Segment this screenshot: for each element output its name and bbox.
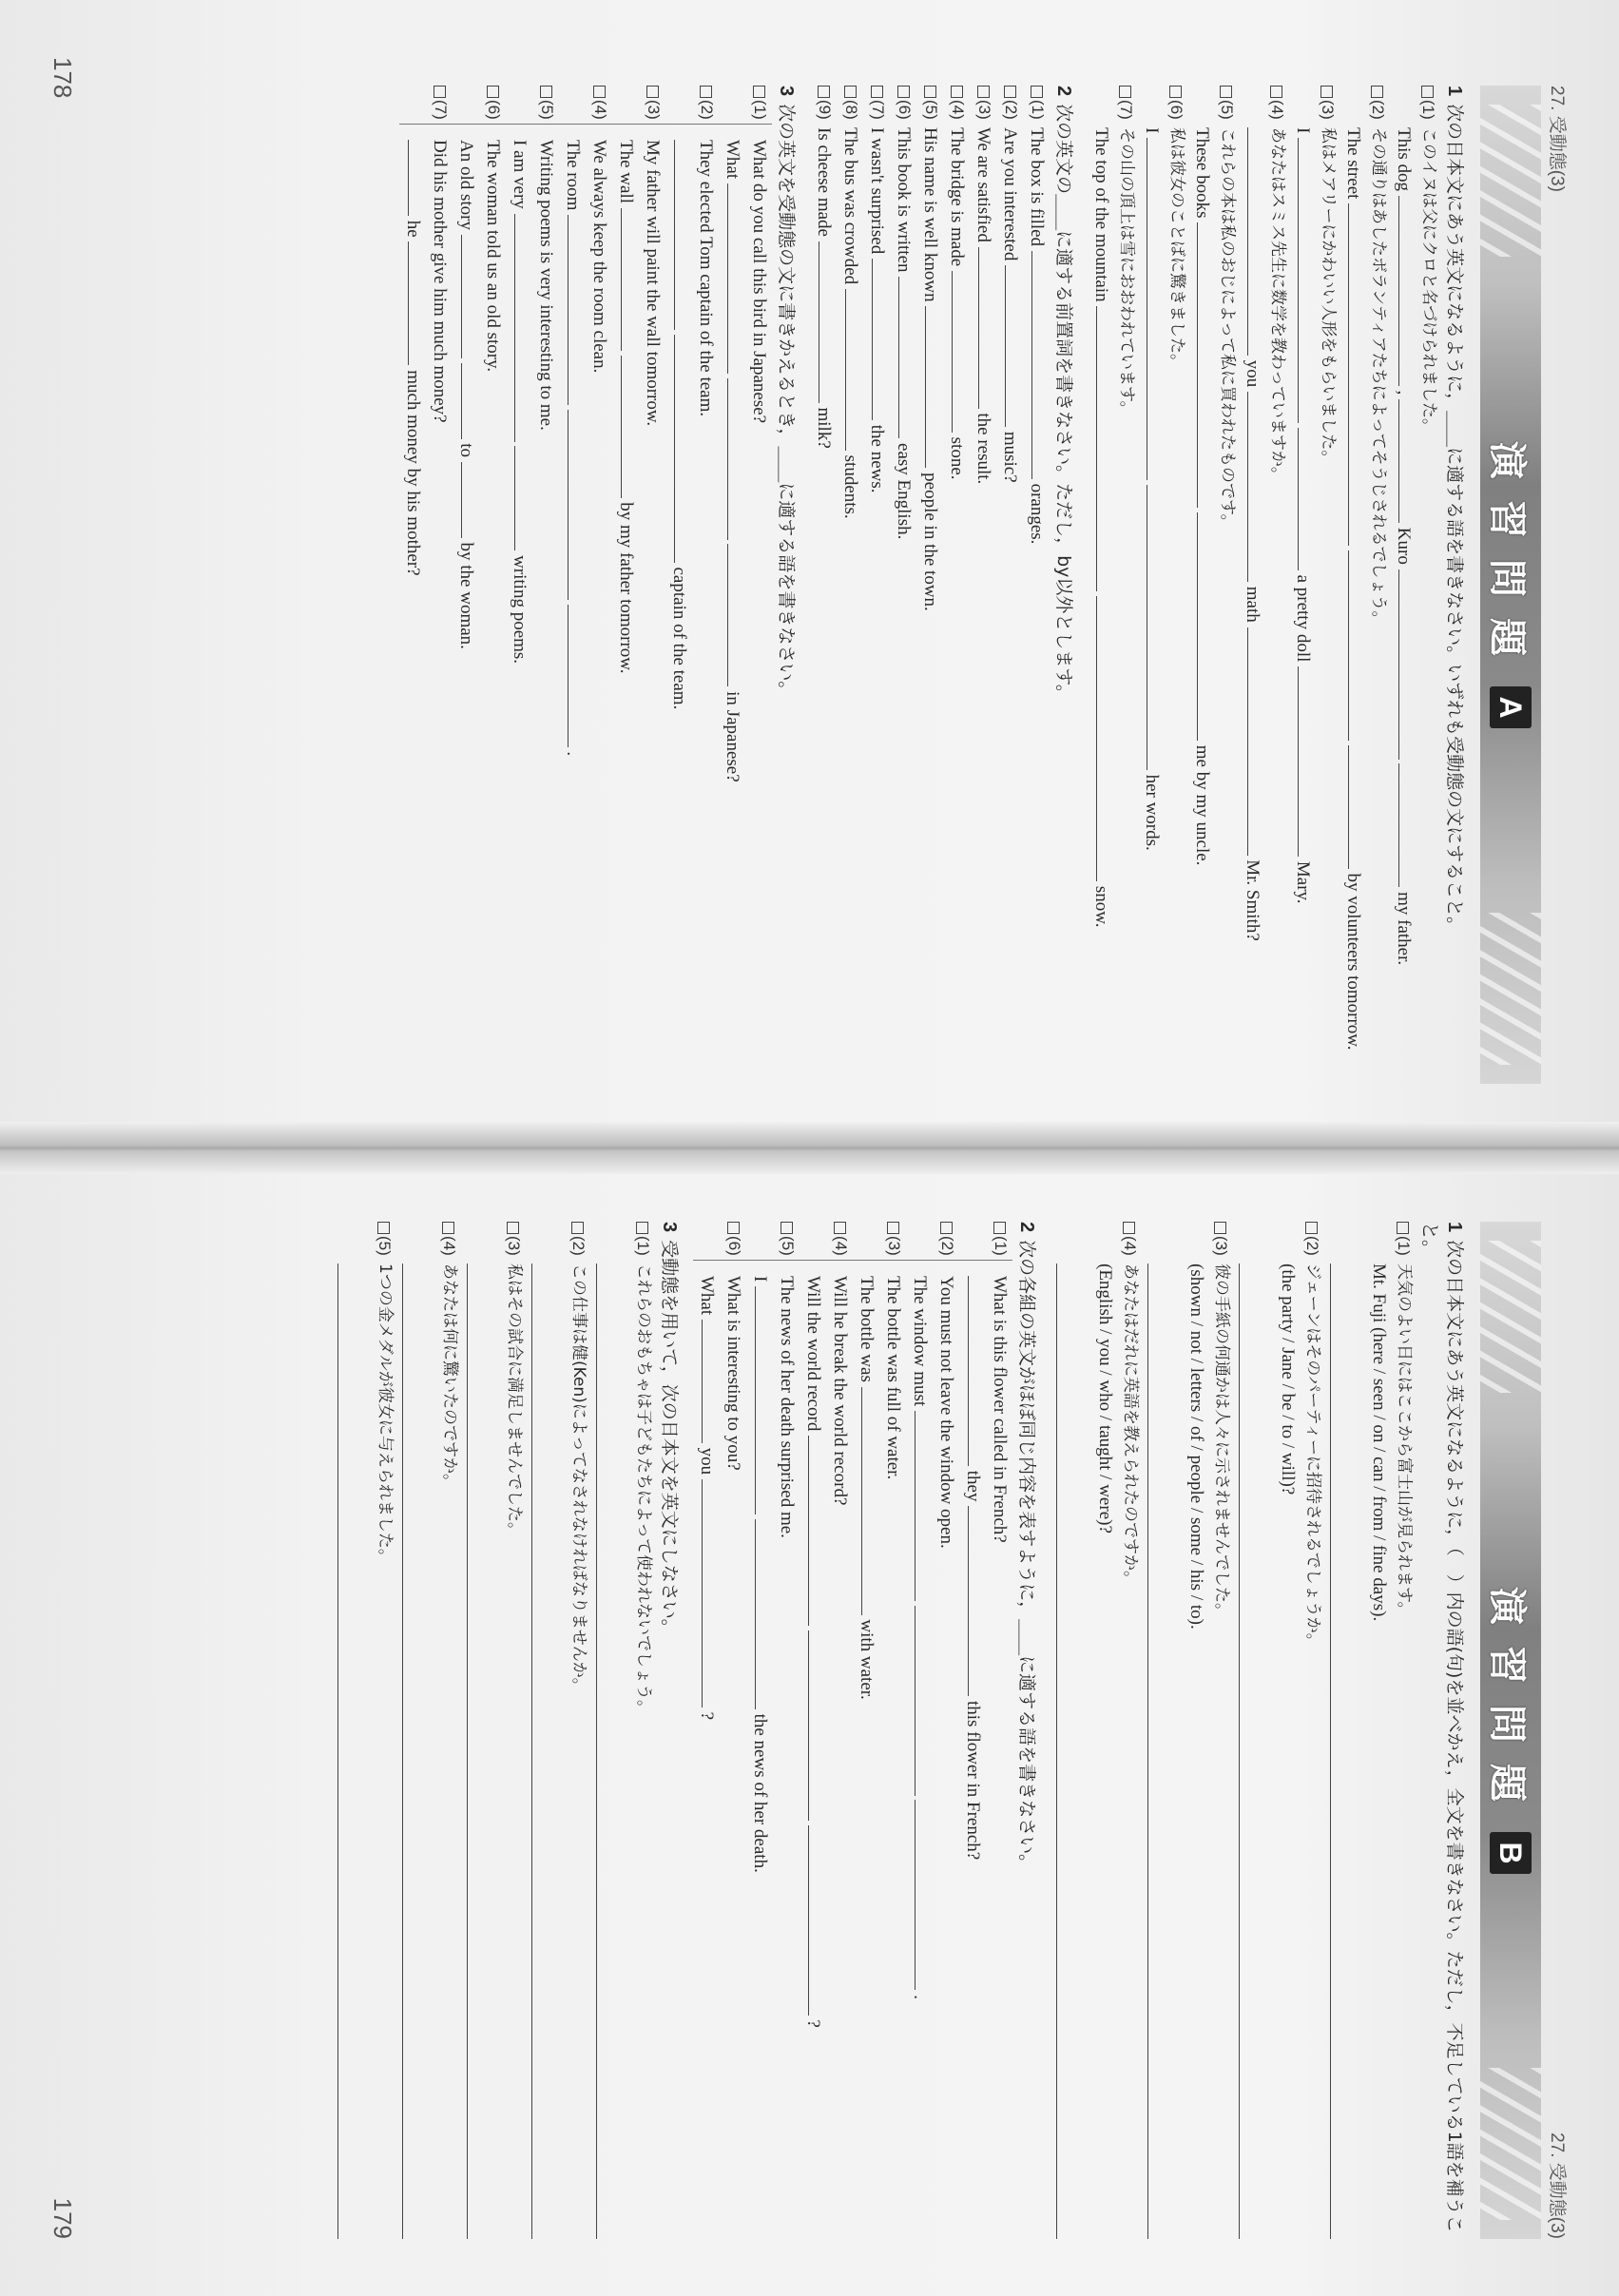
answer-blank[interactable] bbox=[1398, 569, 1417, 760]
sentence-pair: We always keep the room clean. The room . bbox=[559, 124, 612, 1084]
answer-blank[interactable] bbox=[702, 1479, 720, 1708]
answer-blank[interactable] bbox=[808, 1825, 826, 2016]
answer-blank[interactable] bbox=[674, 140, 692, 330]
question-item: (3) 私はその試合に満足しませんでした。 bbox=[502, 1222, 526, 2239]
checkbox-icon bbox=[887, 1222, 899, 1234]
answer-blank[interactable] bbox=[1031, 251, 1050, 479]
checkbox-icon bbox=[593, 86, 606, 98]
answer-sentence: The street by volunteers tomorrow. bbox=[1340, 86, 1366, 1084]
section-instruction: 3受動態を用いて，次の日本文を英文にしなさい。 bbox=[659, 1222, 680, 1637]
checkbox-icon bbox=[1169, 86, 1182, 98]
answer-blank[interactable] bbox=[568, 215, 586, 405]
question-item: (5) bbox=[776, 1222, 800, 2239]
answer-blank[interactable] bbox=[568, 605, 586, 747]
banner-letter: B bbox=[1490, 1832, 1532, 1874]
banner-letter: A bbox=[1490, 686, 1532, 728]
page-number: 178 bbox=[48, 57, 77, 99]
question-item: (7) その山の頂上は雪におおわれています。 bbox=[1114, 86, 1138, 1084]
answer-blank[interactable] bbox=[727, 183, 745, 374]
question-item: (3) bbox=[882, 1222, 906, 2239]
sentence-pair: My father will paint the wall tomorrow. The wall by my father tomorrow. bbox=[612, 124, 665, 1084]
checkbox-icon bbox=[507, 1222, 519, 1234]
answer-blank[interactable] bbox=[808, 1436, 826, 1626]
banner-stripes-decoration bbox=[1480, 913, 1541, 1065]
checkbox-icon bbox=[1220, 86, 1232, 98]
answer-blank[interactable] bbox=[872, 259, 890, 420]
question-item: (2) ジェーンはそのパーティーに招待されるでしょうか。 bbox=[1301, 1222, 1324, 2239]
question-item: (6) bbox=[482, 86, 506, 1084]
checkbox-icon bbox=[1371, 86, 1383, 98]
exercise-banner-a bbox=[1480, 86, 1541, 1084]
question-item: (5) 1つの金メダルが彼女に与えられました。 bbox=[373, 1222, 396, 2239]
section-instruction: 3次の英文を受動態の文に書きかえるとき，＿＿に適する語を書きなさい。 bbox=[776, 86, 797, 700]
question-item: (1) これらのおもちゃは子どもたちによって使われないでしょう。 bbox=[631, 1222, 655, 2239]
answer-blank[interactable] bbox=[819, 241, 837, 403]
answer-blank[interactable] bbox=[861, 1387, 879, 1615]
sentence-pair: Will he break the world record? Will the world record ? bbox=[800, 1260, 853, 2239]
banner-stripes-decoration bbox=[1480, 2068, 1541, 2220]
question-item: (3) We are satisfied the result. bbox=[970, 86, 996, 1084]
checkbox-icon bbox=[924, 86, 936, 98]
answer-blank[interactable] bbox=[1147, 485, 1165, 770]
answer-blank[interactable] bbox=[621, 208, 639, 351]
banner-title: 演習問題 bbox=[1485, 441, 1530, 677]
question-item: (2) この仕事は健(Ken)によってなされなければなりませんか。 bbox=[567, 1222, 590, 2239]
banner-stripes-decoration bbox=[1480, 105, 1541, 257]
answer-blank[interactable] bbox=[408, 241, 426, 365]
sentence-pair: They elected Tom captain of the team. captain of the team. bbox=[665, 124, 719, 1084]
question-item: (4) bbox=[588, 86, 612, 1084]
answer-blank[interactable] bbox=[1398, 763, 1417, 887]
checkbox-icon bbox=[487, 86, 499, 98]
question-item: (5) bbox=[535, 86, 559, 1084]
checkbox-icon bbox=[818, 86, 830, 98]
answer-blank[interactable] bbox=[1398, 399, 1417, 523]
checkbox-icon bbox=[442, 1222, 454, 1234]
section-number: 2 bbox=[1016, 1222, 1037, 1233]
answer-blank[interactable] bbox=[1197, 222, 1215, 508]
sentence-pair: What is this flower called in French? they this flower in French? bbox=[959, 1260, 1012, 2239]
checkbox-icon bbox=[377, 1222, 390, 1234]
exercise-banner-b bbox=[1480, 1222, 1541, 2239]
question-item: (7) I wasn't surprised the news. bbox=[863, 86, 890, 1084]
answer-blank[interactable] bbox=[898, 277, 916, 438]
question-item: (9) Is cheese made milk? bbox=[810, 86, 837, 1084]
sentence-pair: What do you call this bird in Japanese? What in Japanese? bbox=[719, 124, 772, 1084]
checkbox-icon bbox=[897, 86, 910, 98]
section-number: 3 bbox=[776, 86, 797, 97]
answer-blank[interactable] bbox=[1348, 203, 1366, 546]
question-item: (1) bbox=[748, 86, 772, 1084]
answer-blank[interactable] bbox=[1247, 392, 1265, 582]
answer-line[interactable] bbox=[1056, 1264, 1086, 2239]
answer-sentence: you math Mr. Smith? bbox=[1239, 86, 1265, 1084]
answer-blank[interactable] bbox=[1005, 265, 1023, 427]
banner-stripes-decoration bbox=[1480, 1241, 1541, 1393]
checkbox-icon bbox=[871, 86, 883, 98]
running-head: 27. 受動態(3) bbox=[1547, 86, 1567, 192]
answer-sentence: This dog , Kuro my father. bbox=[1390, 86, 1417, 1084]
question-item: (4) あなたはスミス先生に数学を教わっていますか。 bbox=[1265, 86, 1289, 1084]
answer-line[interactable] bbox=[1239, 1264, 1268, 2239]
answer-blank[interactable] bbox=[915, 1411, 933, 1601]
checkbox-icon bbox=[1123, 1222, 1135, 1234]
answer-blank[interactable] bbox=[755, 1519, 773, 1709]
answer-blank[interactable] bbox=[461, 462, 479, 538]
question-item: (4) bbox=[829, 1222, 853, 2239]
answer-sentence: I her words. bbox=[1138, 86, 1165, 1084]
section-number: 3 bbox=[659, 1222, 680, 1233]
checkbox-icon bbox=[1305, 1222, 1318, 1234]
checkbox-icon bbox=[844, 86, 857, 98]
answer-sentence: The top of the mountain snow. bbox=[1088, 86, 1114, 1084]
answer-blank[interactable] bbox=[1348, 550, 1366, 741]
section-number: 1 bbox=[1444, 1222, 1465, 1233]
question-item: (8) The bus was crowded students. bbox=[837, 86, 863, 1084]
left-page bbox=[0, 0, 1619, 1122]
question-item: (3) 私はメアリーにかわいい人形をもらいました。 bbox=[1316, 86, 1340, 1084]
answer-blank[interactable] bbox=[968, 1276, 986, 1466]
banner-title: 演習問題 bbox=[1485, 1587, 1530, 1823]
answer-blank[interactable] bbox=[1247, 127, 1265, 356]
checkbox-icon bbox=[1119, 86, 1131, 98]
answer-line[interactable] bbox=[337, 1264, 367, 2239]
answer-blank[interactable] bbox=[952, 271, 970, 433]
checkbox-icon bbox=[1397, 1222, 1409, 1234]
answer-blank[interactable] bbox=[621, 356, 639, 498]
answer-line[interactable] bbox=[402, 1264, 432, 2239]
checkbox-icon bbox=[1320, 86, 1333, 98]
checkbox-icon bbox=[540, 86, 552, 98]
question-item: (7) bbox=[429, 86, 453, 1084]
question-item: (2) その通りはあしたボランティアたちによってそうじされるでしょう。 bbox=[1366, 86, 1390, 1084]
checkbox-icon bbox=[1004, 86, 1016, 98]
checkbox-icon bbox=[940, 1222, 953, 1234]
answer-blank[interactable] bbox=[1247, 627, 1265, 856]
question-item: (6) This book is written easy English. bbox=[890, 86, 916, 1084]
sentence-pair: The bottle was full of water. The bottle was with water. bbox=[853, 1260, 906, 2239]
answer-blank[interactable] bbox=[702, 1320, 720, 1443]
answer-sentence: These books me by my uncle. bbox=[1188, 86, 1215, 1084]
section-number: 1 bbox=[1444, 86, 1465, 97]
answer-blank[interactable] bbox=[1096, 596, 1114, 881]
answer-line[interactable] bbox=[467, 1264, 496, 2239]
checkbox-icon bbox=[700, 86, 712, 98]
checkbox-icon bbox=[1031, 86, 1043, 98]
answer-blank[interactable] bbox=[808, 1630, 826, 1821]
checkbox-icon bbox=[834, 1222, 846, 1234]
answer-line[interactable] bbox=[1147, 1264, 1177, 2239]
answer-blank[interactable] bbox=[1398, 196, 1417, 386]
checkbox-icon bbox=[993, 1222, 1006, 1234]
sentence-pair: What is interesting to you? What you ? bbox=[693, 1260, 746, 2239]
section-instruction: 2次の各組の英文がほぼ同じ内容を表すように，＿＿に適する語を書きなさい。 bbox=[1016, 1222, 1037, 1873]
answer-blank[interactable] bbox=[978, 247, 996, 409]
answer-blank[interactable] bbox=[925, 306, 943, 468]
answer-blank[interactable] bbox=[968, 1506, 986, 1696]
checkbox-icon bbox=[781, 1222, 793, 1234]
checkbox-icon bbox=[977, 86, 990, 98]
question-item: (2) bbox=[695, 86, 719, 1084]
section-instruction: 1次の日本文にあう英文になるように，＿＿に適する語を書きなさい。いずれも受動態の文にすること。 bbox=[1444, 86, 1465, 936]
question-item: (4) The bridge is made stone. bbox=[943, 86, 970, 1084]
answer-line[interactable] bbox=[1330, 1264, 1359, 2239]
checkbox-icon bbox=[753, 86, 765, 98]
answer-blank[interactable] bbox=[461, 363, 479, 439]
answer-line[interactable] bbox=[531, 1264, 561, 2239]
answer-blank[interactable] bbox=[568, 410, 586, 600]
sentence-pair: Did his mother give him much money? he much money by his mother? bbox=[399, 124, 453, 1084]
answer-blank[interactable] bbox=[1147, 138, 1165, 480]
book-gutter bbox=[0, 1122, 1619, 1174]
answer-sentence: I a pretty doll Mary. bbox=[1289, 86, 1316, 1084]
answer-blank[interactable] bbox=[915, 1606, 933, 1796]
question-item: (3) bbox=[642, 86, 665, 1084]
answer-blank[interactable] bbox=[1298, 138, 1316, 423]
section-instruction: 1次の日本文にあう英文になるように，（ ）内の語(句)を並べかえ，全文を書きなさい。ただし，不足している1語を補うこと。 bbox=[1419, 1222, 1465, 2233]
answer-blank[interactable] bbox=[1348, 745, 1366, 869]
question-item: (6) bbox=[723, 1222, 746, 2239]
answer-blank[interactable] bbox=[915, 1800, 933, 1990]
answer-blank[interactable] bbox=[514, 214, 532, 442]
question-item: (3) 彼の手紙の何通かは人々に示されませんでした。 bbox=[1209, 1222, 1233, 2239]
right-page: 27. 受動態(3) 演習問題 B 1次の日本文にあう英文になるように，（ ）内の語(句)を並べかえ，全文を書きなさい。ただし，不足している1語を補うこと。 (1) 天気のよい日にはここから富士山が見られます。 Mt. Fuji (here / seen / on / can / from / fine days). (2) ジェーンはそのパーティーに招待されるでしょうか。 (the party / Jane / be / to / will)? (3) 彼の手紙の何通かは人々に示されませんでした。 (shown / not / letters / of / people / some / his / to). (4) あなたはだれに英語を教えられたのですか。 (English / you / who / taught / were)? 2次の各組の英文がほぼ同じ内容を表すように，＿＿に適する語を書きなさい。 (1) What is this flower called in French? they this flower in French? (2) You must not leave the window open. The window must . (3) The bottle was full of water. The bottle was with water. (4) Will he break the world record? Will the world record ? (5) The news of her death surprised me. I the news of her death. (6) What is interesting to you? What you ? 3受動態を用いて，次の日本文を英文にしなさい。 (1) これらのおもちゃは子どもたちによって使われないでしょう。 (2) この仕事は健(Ken)によってなされなければなりませんか。 (3) 私はその試合に満足しませんでした。 (4) あなたは何に驚いたのですか。 (5) 1つの金メダルが彼女に与えられました。 179 bbox=[0, 1174, 1619, 2296]
checkbox-icon bbox=[1270, 86, 1282, 98]
checkbox-icon bbox=[636, 1222, 648, 1234]
checkbox-icon bbox=[1421, 86, 1434, 98]
question-item: (4) あなたは何に驚いたのですか。 bbox=[437, 1222, 461, 2239]
answer-blank[interactable] bbox=[1298, 666, 1316, 857]
checkbox-icon bbox=[727, 1222, 740, 1234]
section-number: 2 bbox=[1053, 86, 1074, 97]
page-number: 179 bbox=[48, 2197, 77, 2239]
answer-blank[interactable] bbox=[514, 446, 532, 550]
sentence-pair: Writing poems is very interesting to me. I am very writing poems. bbox=[506, 124, 559, 1084]
checkbox-icon bbox=[1214, 1222, 1226, 1234]
answer-blank[interactable] bbox=[727, 378, 745, 540]
answer-blank[interactable] bbox=[1298, 428, 1316, 570]
question-item: (1) The box is filled oranges. bbox=[1023, 86, 1050, 1084]
question-item: (2) Are you interested music? bbox=[996, 86, 1023, 1084]
answer-blank[interactable] bbox=[845, 289, 863, 451]
question-item: (5) これらの本は私のおじによって私に買われたものです。 bbox=[1215, 86, 1239, 1084]
checkbox-icon bbox=[951, 86, 963, 98]
question-item: (1) bbox=[989, 1222, 1012, 2239]
checkbox-icon bbox=[571, 1222, 584, 1234]
question-item: (6) 私は彼女のことばに驚きました。 bbox=[1165, 86, 1188, 1084]
question-item: (5) His name is well known people in the town. bbox=[916, 86, 943, 1084]
running-head: 27. 受動態(3) bbox=[1547, 2132, 1567, 2239]
sentence-pair: The news of her death surprised me. I the news of her death. bbox=[746, 1260, 800, 2239]
section-instruction: 2次の英文の＿＿に適する前置詞を書きなさい。ただし，by以外とします。 bbox=[1053, 86, 1074, 703]
checkbox-icon bbox=[434, 86, 446, 98]
question-item: (1) このイヌは父にクロと名づけられました。 bbox=[1417, 86, 1440, 1084]
answer-blank[interactable] bbox=[727, 544, 745, 686]
answer-blank[interactable] bbox=[755, 1286, 773, 1515]
question-item: (1) 天気のよい日にはここから富士山が見られます。 bbox=[1392, 1222, 1416, 2239]
answer-blank[interactable] bbox=[674, 335, 692, 563]
answer-blank[interactable] bbox=[1096, 306, 1114, 591]
question-item: (4) あなたはだれに英語を教えられたのですか。 bbox=[1118, 1222, 1142, 2239]
checkbox-icon bbox=[646, 86, 659, 98]
answer-blank[interactable] bbox=[1197, 512, 1215, 741]
answer-line[interactable] bbox=[596, 1264, 626, 2239]
sentence-pair: The woman told us an old story. An old story to by the woman. bbox=[453, 124, 506, 1084]
answer-blank[interactable] bbox=[461, 235, 479, 358]
answer-blank[interactable] bbox=[408, 140, 426, 216]
sentence-pair: You must not leave the window open. The window must . bbox=[906, 1260, 959, 2239]
question-item: (2) bbox=[935, 1222, 959, 2239]
